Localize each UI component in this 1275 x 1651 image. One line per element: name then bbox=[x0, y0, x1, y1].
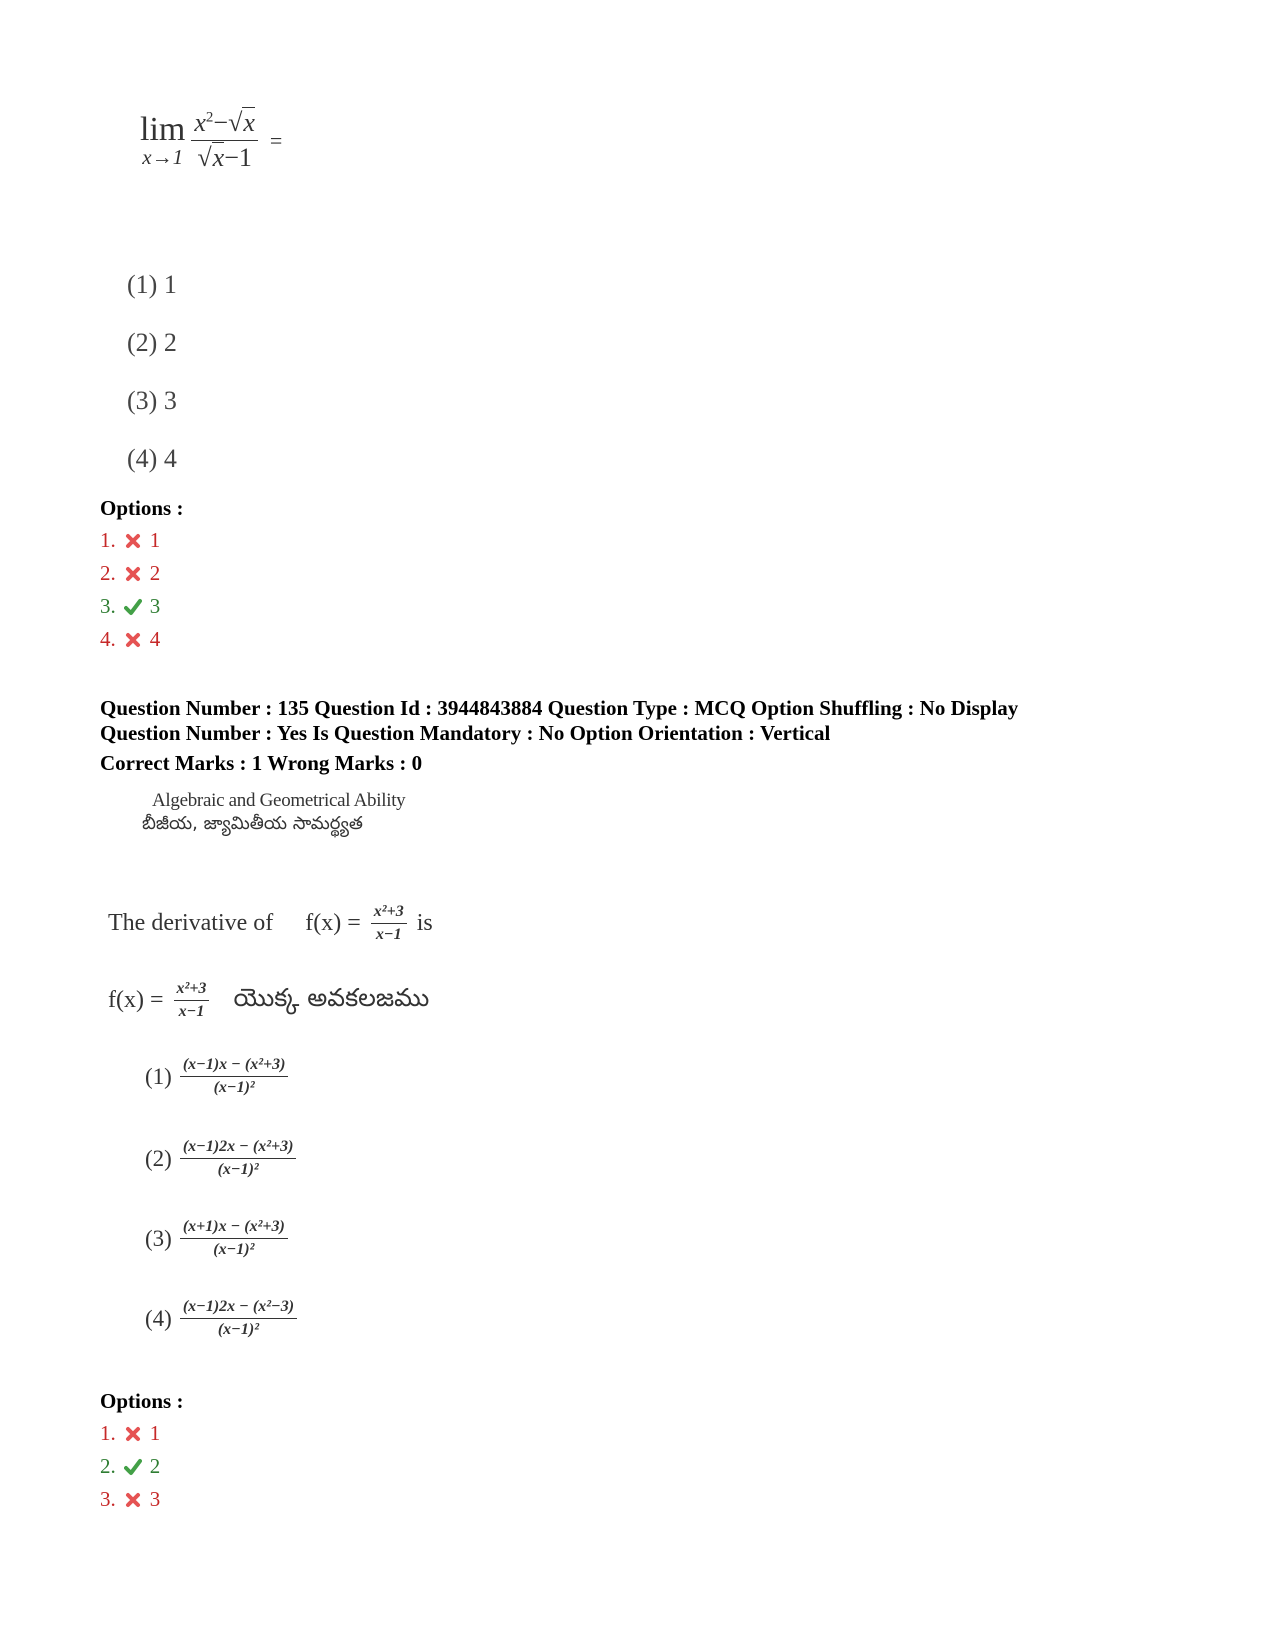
q134-option-4 bbox=[100, 627, 160, 652]
option-number: 1. bbox=[100, 1421, 116, 1445]
choice-denominator: (x−1)² bbox=[217, 1161, 259, 1178]
q134-option-1 bbox=[100, 528, 160, 553]
limit-expression bbox=[140, 108, 282, 173]
stem-telugu bbox=[108, 980, 429, 1021]
q134-choice-3: (3) 3 bbox=[127, 386, 177, 415]
check-icon bbox=[124, 598, 142, 616]
option-value: 3 bbox=[149, 1487, 161, 1511]
stem-telugu-numerator: x²+3 bbox=[174, 980, 210, 1001]
choice-label: (4) bbox=[145, 1305, 172, 1331]
stem-english-suffix: is bbox=[416, 910, 433, 936]
option-value: 3 bbox=[149, 594, 161, 618]
cross-icon bbox=[124, 565, 142, 583]
choice-label: (2) bbox=[145, 1145, 172, 1171]
option-value: 2 bbox=[149, 561, 161, 585]
stem-telugu-text: యొక్క అవకలజము bbox=[233, 982, 430, 1012]
cross-icon bbox=[124, 631, 142, 649]
q135-marks-line: Correct Marks : 1 Wrong Marks : 0 bbox=[100, 751, 423, 775]
choice-denominator: (x−1)² bbox=[217, 1321, 259, 1338]
option-value: 1 bbox=[149, 1421, 161, 1445]
option-number: 4. bbox=[100, 627, 116, 651]
q135-meta-line-2: Question Number : Yes Is Question Mandatory : No Option Orientation : Vertical bbox=[100, 721, 831, 745]
cross-icon bbox=[124, 1491, 142, 1509]
limit-equals: = bbox=[269, 127, 283, 153]
q134-option-3 bbox=[100, 594, 160, 619]
q134-option-2 bbox=[100, 561, 160, 586]
stem-telugu-fx: f(x) = bbox=[108, 987, 164, 1013]
option-value: 2 bbox=[149, 1454, 161, 1478]
choice-numerator: (x−1)2x − (x²+3) bbox=[180, 1138, 297, 1159]
choice-fraction bbox=[180, 1298, 297, 1339]
option-value: 4 bbox=[149, 627, 161, 651]
stem-fx: f(x) = bbox=[305, 910, 361, 936]
cross-icon bbox=[124, 532, 142, 550]
limit-num-minus: − bbox=[213, 108, 229, 137]
q134-choice-4: (4) 4 bbox=[127, 444, 177, 473]
choice-numerator: (x−1)x − (x²+3) bbox=[180, 1056, 289, 1077]
limit-num-radicand: x bbox=[243, 108, 255, 137]
choice-fraction bbox=[180, 1056, 289, 1097]
option-number: 1. bbox=[100, 528, 116, 552]
q134-choice-2: (2) 2 bbox=[127, 328, 177, 357]
q135-choice-2 bbox=[145, 1138, 296, 1179]
section-title-english: Algebraic and Geometrical Ability bbox=[152, 790, 406, 811]
choice-label: (3) bbox=[145, 1225, 172, 1251]
q135-choice-1 bbox=[145, 1056, 288, 1097]
q135-meta-line-1: Question Number : 135 Question Id : 3944843884 Question Type : MCQ Option Shuffling : No Display bbox=[100, 696, 1019, 720]
option-number: 3. bbox=[100, 1487, 116, 1511]
stem-telugu-denominator: x−1 bbox=[178, 1003, 205, 1020]
q135-choice-4 bbox=[145, 1298, 297, 1339]
limit-fraction: $\frac{x^2-√x}{√x-1}$ bbox=[191, 108, 258, 173]
section-title-telugu: బీజీయ, జ్యామితీయ సామర్థ్యత bbox=[142, 813, 363, 834]
limit-subscript: x→1 bbox=[142, 145, 184, 169]
choice-fraction bbox=[180, 1218, 288, 1259]
stem-english bbox=[108, 903, 433, 944]
option-number: 2. bbox=[100, 561, 116, 585]
stem-fx-numerator: x²+3 bbox=[371, 903, 407, 924]
option-value: 1 bbox=[149, 528, 161, 552]
q135-option-2 bbox=[100, 1454, 160, 1479]
option-number: 2. bbox=[100, 1454, 116, 1478]
q135-option-1 bbox=[100, 1421, 160, 1446]
limit-num-x: x bbox=[194, 108, 206, 137]
q134-choice-1: (1) 1 bbox=[127, 270, 177, 299]
limit-den-radicand: x bbox=[212, 143, 225, 172]
check-icon bbox=[124, 1458, 142, 1476]
limit-den-tail: −1 bbox=[224, 143, 252, 172]
stem-english-text: The derivative of bbox=[108, 910, 274, 936]
choice-denominator: (x−1)² bbox=[213, 1241, 255, 1258]
limit-num-exp: 2 bbox=[205, 109, 214, 126]
q134-options-label: Options : bbox=[100, 496, 184, 520]
option-number: 3. bbox=[100, 594, 116, 618]
stem-fx-fraction bbox=[371, 903, 407, 944]
choice-numerator: (x+1)x − (x²+3) bbox=[180, 1218, 288, 1239]
choice-denominator: (x−1)² bbox=[213, 1079, 255, 1096]
limit-lim: lim bbox=[140, 111, 186, 148]
stem-fx-denominator: x−1 bbox=[375, 926, 402, 943]
choice-fraction bbox=[180, 1138, 297, 1179]
q135-choice-3 bbox=[145, 1218, 288, 1259]
cross-icon bbox=[124, 1425, 142, 1443]
choice-numerator: (x−1)2x − (x²−3) bbox=[180, 1298, 297, 1319]
q135-options-label: Options : bbox=[100, 1389, 184, 1413]
choice-label: (1) bbox=[145, 1063, 172, 1089]
stem-telugu-fraction bbox=[174, 980, 210, 1021]
q135-option-3 bbox=[100, 1487, 160, 1512]
